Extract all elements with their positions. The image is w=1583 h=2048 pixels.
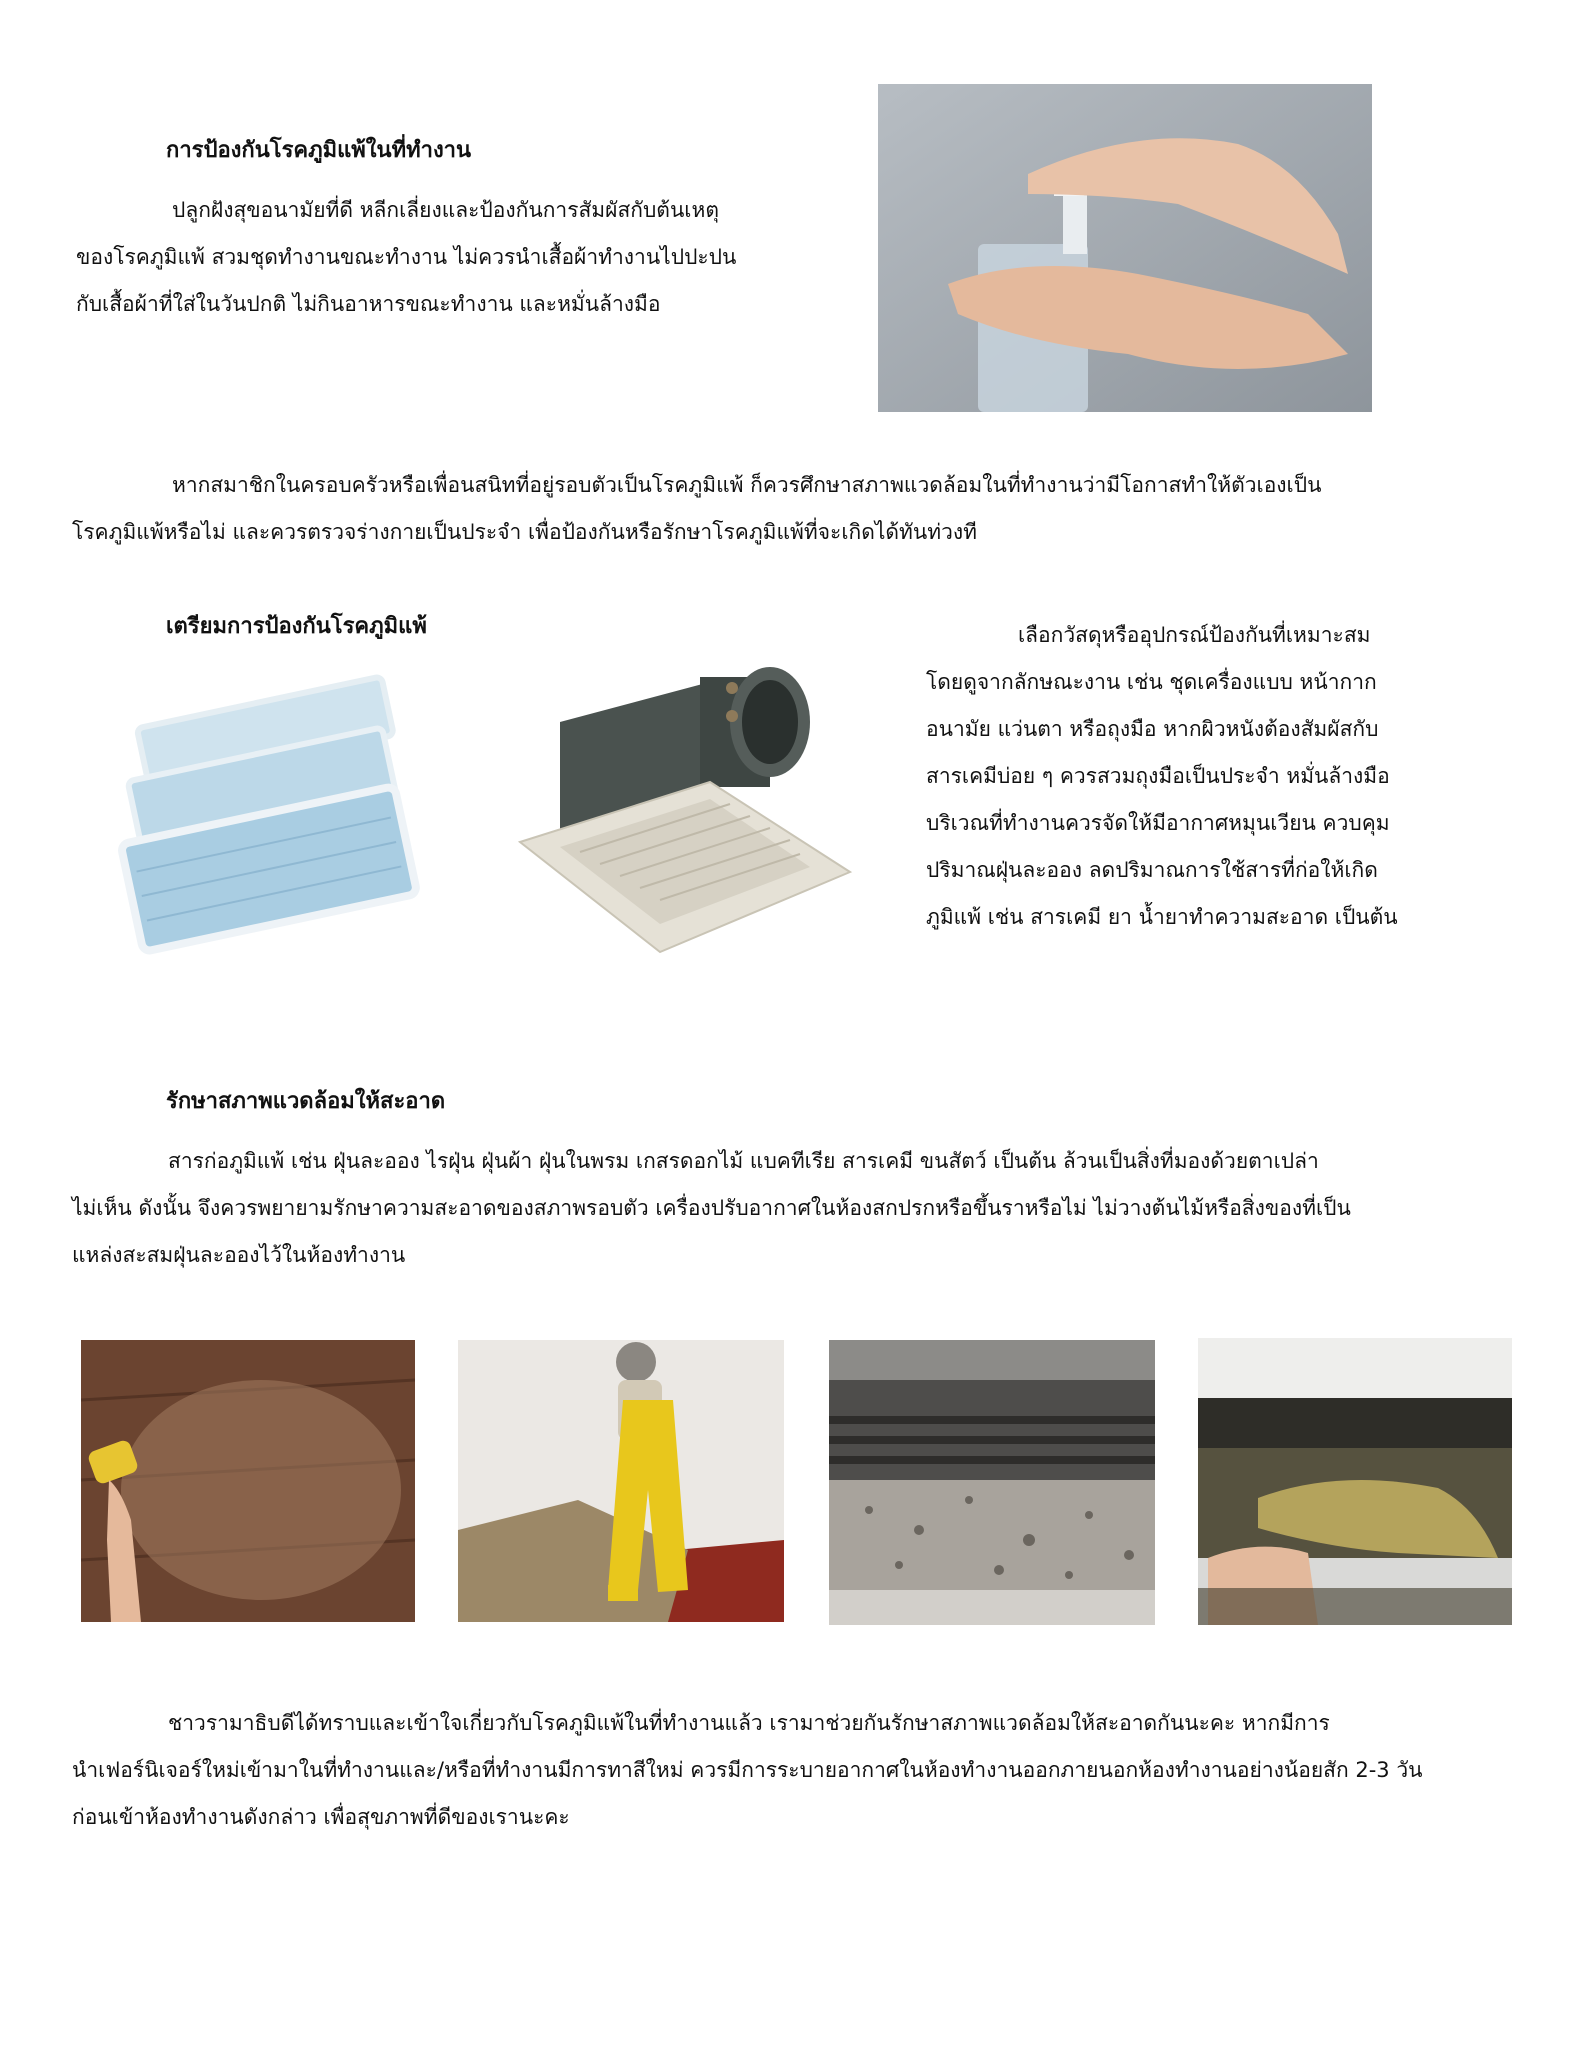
ventilation-fan-photo xyxy=(510,662,862,964)
wiping-wood-floor-photo xyxy=(81,1340,415,1622)
paragraph-family-risk xyxy=(72,462,1321,556)
paragraph-line: ไม่เห็น ดังนั้น จึงควรพยายามรักษาความสะอาดของสภาพรอบตัว เครื่องปรับอากาศในห้องสกปรกหรือขึ้นราหรือไม่ ไม่วางต้นไม้หรือสิ่งของที่เป็น xyxy=(72,1196,1351,1220)
moldy-window-track-photo xyxy=(1198,1338,1512,1625)
paragraph-line: ปริมาณฝุ่นละออง ลดปริมาณการใช้สารที่ก่อให้เกิด xyxy=(926,858,1378,882)
paragraph-line: แหล่งสะสมฝุ่นละอองไว้ในห้องทำงาน xyxy=(72,1243,406,1267)
paragraph-line: ชาวรามาธิบดีได้ทราบและเข้าใจเกี่ยวกับโรคภูมิแพ้ในที่ทำงานแล้ว เรามาช่วยกันรักษาสภาพแวดล้อมให้สะอาดกันนะคะ หากมีการ xyxy=(168,1711,1330,1735)
paragraph-line: สารเคมีบ่อย ๆ ควรสวมถุงมือเป็นประจำ หมั่นล้างมือ xyxy=(926,764,1390,788)
paragraph-line: ของโรคภูมิแพ้ สวมชุดทำงานขณะทำงาน ไม่ควรนำเสื้อผ้าทำงานไปปะปน xyxy=(76,245,737,269)
face-masks-photo xyxy=(88,672,458,960)
paragraph-line: สารก่อภูมิแพ้ เช่น ฝุ่นละออง ไรฝุ่น ฝุ่นผ้า ฝุ่นในพรม เกสรดอกไม้ แบคทีเรีย สารเคมี ขนสัตว์ เป็นต้น ล้วนเป็นสิ่งที่มองด้วยตาเปล่า xyxy=(168,1149,1319,1173)
section-heading-preparation: เตรียมการป้องกันโรคภูมิแพ้ xyxy=(166,614,427,639)
paragraph-line: เลือกวัสดุหรืออุปกรณ์ป้องกันที่เหมาะสม xyxy=(1018,623,1371,647)
section-paragraph-prevention xyxy=(76,187,736,328)
paragraph-line: โรคภูมิแพ้หรือไม่ และควรตรวจร่างกายเป็นประจำ เพื่อป้องกันหรือรักษาโรคภูมิแพ้ที่จะเกิดได้ทันท่วงที xyxy=(72,520,977,544)
paragraph-line: หากสมาชิกในครอบครัวหรือเพื่อนสนิทที่อยู่รอบตัวเป็นโรคภูมิแพ้ ก็ควรศึกษาสภาพแวดล้อมในที่ทำงานว่ามีโอกาสทำให้ตัวเองเป็น xyxy=(172,473,1322,497)
closing-paragraph xyxy=(72,1700,1422,1841)
section-heading-prevention: การป้องกันโรคภูมิแพ้ในที่ทำงาน xyxy=(166,138,472,163)
hand-sanitizer-photo xyxy=(878,84,1372,412)
section-heading-clean-environment: รักษาสภาพแวดล้อมให้สะอาด xyxy=(166,1089,446,1114)
dirty-air-conditioner-photo xyxy=(829,1340,1155,1625)
paragraph-line: โดยดูจากลักษณะงาน เช่น ชุดเครื่องแบบ หน้ากาก xyxy=(926,670,1377,694)
paragraph-line: นำเฟอร์นิเจอร์ใหม่เข้ามาในที่ทำงานและ/หรือที่ทำงานมีการทาสีใหม่ ควรมีการระบายอากาศในห้องทำงานออกภายนอกห้องทำงานอย่างน้อยสัก 2-3 วัน xyxy=(72,1758,1423,1782)
paragraph-line: ปลูกฝังสุขอนามัยที่ดี หลีกเลี่ยงและป้องกันการสัมผัสกับต้นเหตุ xyxy=(172,198,719,222)
removing-carpet-photo xyxy=(458,1340,784,1622)
section-paragraph-preparation xyxy=(926,612,1398,941)
paragraph-line: ภูมิแพ้ เช่น สารเคมี ยา น้ำยาทำความสะอาด เป็นต้น xyxy=(926,905,1398,929)
paragraph-line: กับเสื้อผ้าที่ใส่ในวันปกติ ไม่กินอาหารขณะทำงาน และหมั่นล้างมือ xyxy=(76,292,661,316)
paragraph-line: อนามัย แว่นตา หรือถุงมือ หากผิวหนังต้องสัมผัสกับ xyxy=(926,717,1379,741)
paragraph-line: บริเวณที่ทำงานควรจัดให้มีอากาศหมุนเวียน ควบคุม xyxy=(926,811,1390,835)
section-paragraph-clean-environment xyxy=(72,1138,1351,1279)
paragraph-line: ก่อนเข้าห้องทำงานดังกล่าว เพื่อสุขภาพที่ดีของเรานะคะ xyxy=(72,1805,570,1829)
